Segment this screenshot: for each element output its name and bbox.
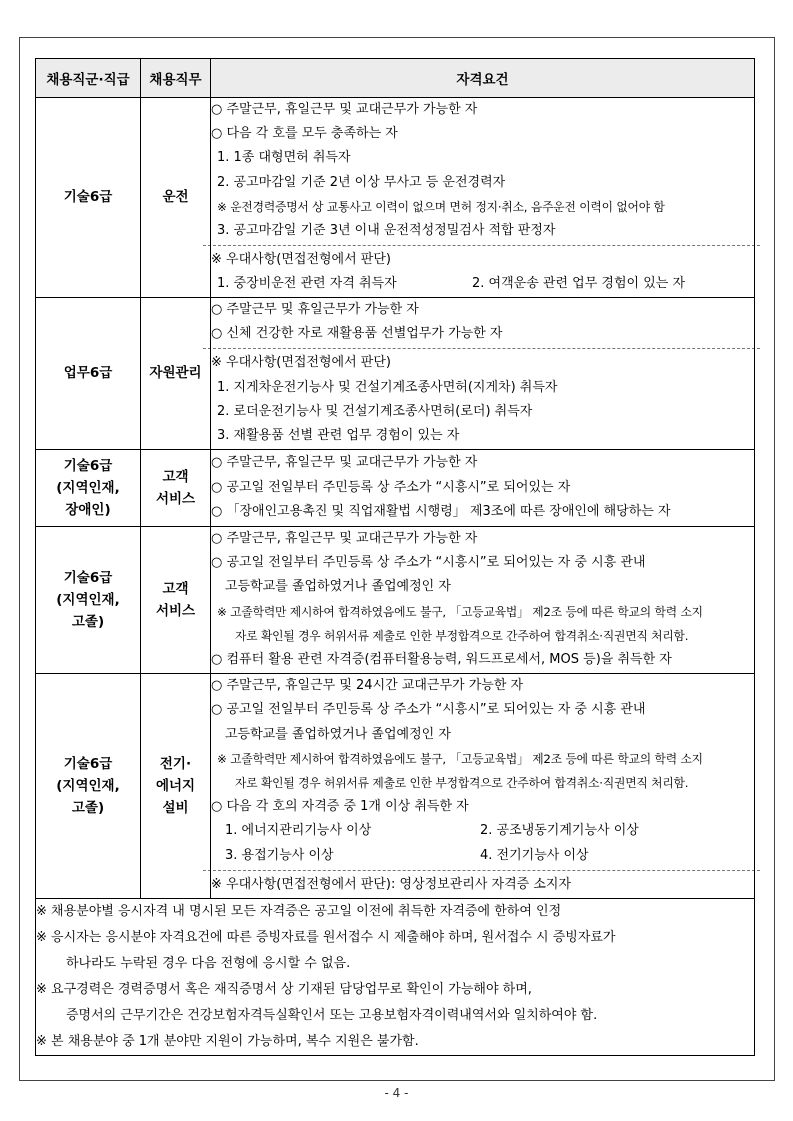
requirement-line: 고등학교를 졸업하였거나 졸업예정인 자 (225, 726, 451, 742)
category-cell: 업무6급 (36, 297, 141, 449)
preference-line (211, 272, 754, 296)
footnotes-cell (36, 898, 755, 1055)
requirements-cell (211, 526, 755, 673)
preference-item: 2. 여객운송 관련 업무 경험이 있는 자 (472, 276, 686, 292)
category-line: 기술6급 (63, 457, 113, 474)
table-row (36, 673, 755, 898)
job-cell: 자원관리 (141, 297, 211, 449)
requirement-note: 자로 확인될 경우 허위서류 제출로 인한 부정합격으로 간주하여 합격취소·직권면직 처리함. (235, 776, 689, 791)
preference-item: 1. 중장비운전 관련 자격 취득자 (217, 276, 397, 292)
requirement-line: ○ 주말근무, 휴일근무 및 교대근무가 가능한 자 (211, 531, 478, 547)
category-line: 기술6급 (63, 755, 113, 772)
license-line (211, 819, 754, 843)
header-job: 채용직무 (141, 59, 211, 98)
job-line: 고객 (162, 468, 189, 485)
category-line: 고졸) (71, 799, 105, 816)
requirement-line: ○ 「장애인고용촉진 및 직업재활법 시행령」 제3조에 따른 장애인에 해당하는 자 (211, 503, 671, 519)
job-cell: 운전 (141, 98, 211, 298)
category-line: (지역인재, (56, 777, 120, 794)
footnote-continued: 하나라도 누락된 경우 다음 전형에 응시할 수 없음. (66, 955, 351, 971)
license-item: 3. 용접기능사 이상 (225, 847, 334, 863)
requirement-line: 3. 공고마감일 기준 3년 이내 운전적성정밀검사 적합 판정자 (217, 223, 556, 239)
footnote: ※ 채용분야별 응시자격 내 명시된 모든 자격증은 공고일 이전에 취득한 자격증에 한하여 인정 (36, 903, 562, 919)
category-cell (36, 673, 141, 898)
requirement-note: 자로 확인될 경우 허위서류 제출로 인한 부정합격으로 간주하여 합격취소·직권면직 처리함. (235, 628, 689, 643)
table-row (36, 297, 755, 449)
category-line: (지역인재, (56, 479, 120, 496)
category-line: 기술6급 (63, 569, 113, 586)
category-cell (36, 449, 141, 526)
header-category: 채용직군·직급 (36, 59, 141, 98)
page-number: - 4 - (384, 1086, 409, 1100)
requirement-line: ○ 공고일 전일부터 주민등록 상 주소가 “시흥시”로 되어있는 자 중 시흥 관내 (211, 555, 646, 571)
requirement-line: ○ 주말근무, 휴일근무 및 교대근무가 가능한 자 (211, 102, 478, 117)
job-line: 서비스 (155, 490, 196, 507)
preference-title: ※ 우대사항(면접전형에서 판단) (211, 252, 391, 268)
category-line: 고졸) (71, 613, 105, 630)
requirements-cell (211, 673, 755, 898)
table-row (36, 449, 755, 526)
preference-title: ※ 우대사항(면접전형에서 판단): 영상정보관리사 자격증 소지자 (211, 876, 572, 892)
license-item: 4. 전기기능사 이상 (480, 847, 589, 863)
requirement-line: ○ 주말근무, 휴일근무 및 24시간 교대근무가 가능한 자 (211, 678, 524, 694)
requirement-line: ○ 신체 건강한 자로 재활용품 선별업무가 가능한 자 (211, 326, 503, 342)
requirements-table (35, 58, 755, 1056)
table-row (36, 526, 755, 673)
header-requirements: 자격요건 (211, 59, 755, 98)
job-line: 고객 (162, 580, 189, 597)
dashed-divider (203, 245, 760, 246)
footnote-continued: 증명서의 근무기간은 건강보험자격득실확인서 또는 고용보험자격이력내역서와 일치하여야 함. (66, 1007, 598, 1023)
job-line: 에너지 (155, 777, 196, 794)
job-cell (141, 449, 211, 526)
footnote: ※ 본 채용분야 중 1개 분야만 지원이 가능하며, 복수 지원은 불가함. (36, 1033, 419, 1049)
license-line (211, 844, 754, 868)
requirements-cell (211, 449, 755, 526)
preference-item: 3. 재활용품 선별 관련 업무 경험이 있는 자 (217, 428, 460, 444)
license-item: 2. 공조냉동기계기능사 이상 (480, 823, 639, 839)
requirement-line: 2. 공고마감일 기준 2년 이상 무사고 등 운전경력자 (217, 174, 506, 190)
preference-item: 2. 로더운전기능사 및 건설기계조종사면허(로더) 취득자 (217, 403, 533, 419)
requirement-line: ○ 공고일 전일부터 주민등록 상 주소가 “시흥시”로 되어있는 자 (211, 479, 571, 495)
category-cell: 기술6급 (36, 98, 141, 298)
preference-title: ※ 우대사항(면접전형에서 판단) (211, 355, 391, 371)
table-header-row (36, 59, 755, 98)
category-line: (지역인재, (56, 591, 120, 608)
requirement-line: ○ 다음 각 호의 자격증 중 1개 이상 취득한 자 (211, 799, 469, 815)
requirements-cell (211, 297, 755, 449)
requirement-line: ○ 주말근무, 휴일근무 및 교대근무가 가능한 자 (211, 455, 478, 471)
category-cell (36, 526, 141, 673)
category-line: 장애인) (65, 501, 111, 518)
requirement-line: ○ 다음 각 호를 모두 충족하는 자 (211, 126, 398, 142)
dashed-divider (203, 870, 760, 871)
footnote: ※ 응시자는 응시분야 자격요건에 따른 증빙자료를 원서접수 시 제출해야 하며, 원서접수 시 증빙자료가 (36, 929, 616, 945)
footnotes-row (36, 898, 755, 1055)
requirement-line: 1. 1종 대형면허 취득자 (217, 150, 351, 166)
job-line: 전기· (159, 755, 192, 772)
job-line: 서비스 (155, 602, 196, 619)
job-cell (141, 673, 211, 898)
requirement-note: ※ 운전경력증명서 상 교통사고 이력이 없으며 면허 정지·취소, 음주운전 이력이 없어야 함 (217, 199, 665, 214)
requirements-cell (211, 98, 755, 298)
footnote: ※ 요구경력은 경력증명서 혹은 재직증명서 상 기재된 담당업무로 확인이 가능해야 하며, (36, 981, 532, 997)
requirement-line: ○ 공고일 전일부터 주민등록 상 주소가 “시흥시”로 되어있는 자 중 시흥 관내 (211, 702, 646, 718)
requirement-note: ※ 고졸학력만 제시하여 합격하였음에도 불구, 「고등교육법」 제2조 등에 따른 학교의 학력 소지 (217, 604, 703, 619)
dashed-divider (203, 348, 760, 349)
requirement-line: 고등학교를 졸업하였거나 졸업예정인 자 (225, 579, 451, 595)
table-row (36, 98, 755, 298)
requirement-line: ○ 주말근무 및 휴일근무가 가능한 자 (211, 302, 419, 318)
requirement-note: ※ 고졸학력만 제시하여 합격하였음에도 불구, 「고등교육법」 제2조 등에 따른 학교의 학력 소지 (217, 751, 703, 766)
license-item: 1. 에너지관리기능사 이상 (225, 823, 372, 839)
requirement-line: ○ 컴퓨터 활용 관련 자격증(컴퓨터활용능력, 워드프로세서, MOS 등)을 취득한 자 (211, 652, 672, 668)
job-cell (141, 526, 211, 673)
preference-item: 1. 지게차운전기능사 및 건설기계조종사면허(지게차) 취득자 (217, 379, 558, 395)
job-line: 설비 (162, 799, 189, 816)
